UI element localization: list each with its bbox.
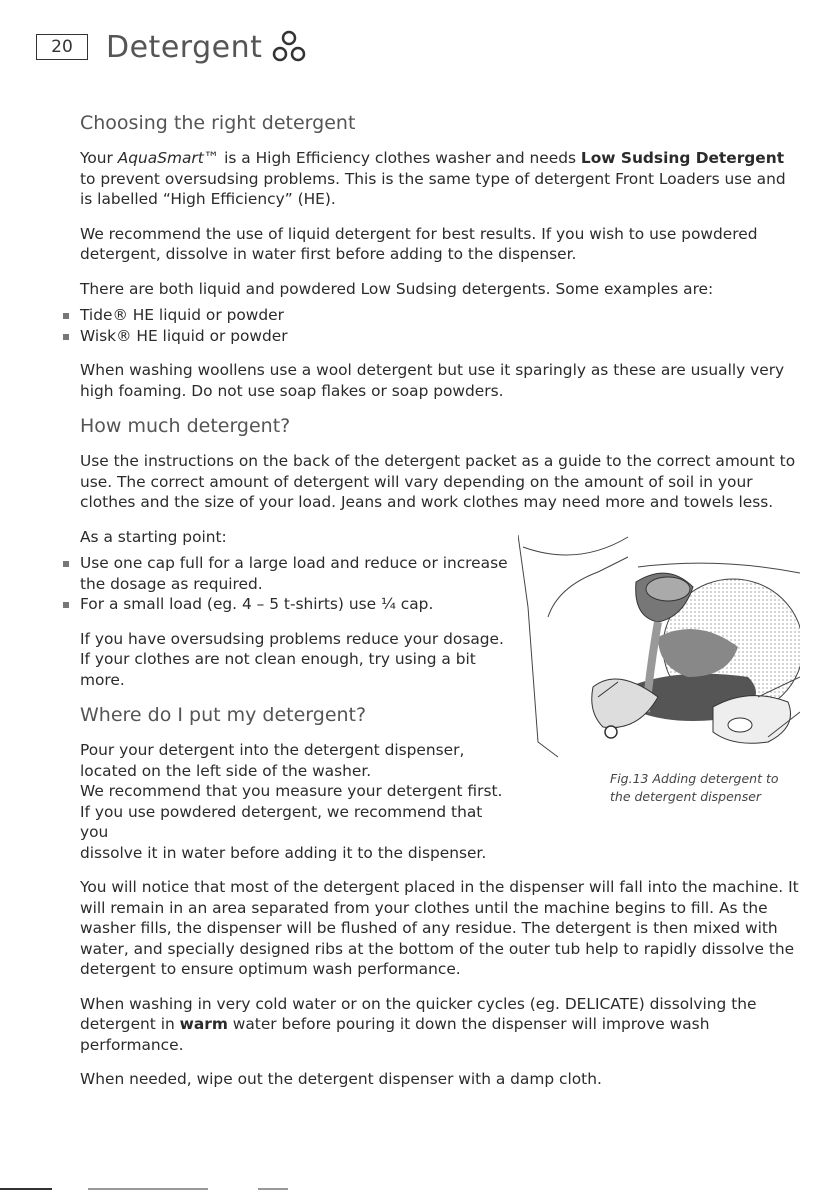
- list-item: Tide® HE liquid or powder: [80, 305, 800, 326]
- figure-section: [80, 527, 800, 864]
- heading-how-much: How much detergent?: [80, 415, 291, 437]
- page-number: 20: [36, 34, 88, 60]
- brand-name: AquaSmart™: [117, 149, 220, 167]
- footer-mark: [88, 1188, 208, 1190]
- paragraph-cold-water: When washing in very cold water or on the quicker cycles (eg. DELICATE) dissolving the detergent in warm water before pouring it down the dispenser will improve wash performance.: [80, 994, 757, 1054]
- low-sudsing-emphasis: Low Sudsing Detergent: [580, 149, 785, 167]
- paragraph-instructions: Use the instructions on the back of the detergent packet as a guide to the correct amount to use. The correct amount of detergent will vary depending on the amount of soil in your clothes and the size of your load. Jeans and work clothes may need more and towels less.: [80, 452, 796, 511]
- footer-mark: [258, 1188, 288, 1190]
- section-title: Detergent: [106, 29, 263, 65]
- paragraph-he-washer: Your AquaSmart™ is a High Efficiency clothes washer and needs Low Sudsing Detergent to prevent oversudsing problems. This is the same type of detergent Front Loaders use and is labelled “High Efficiency” (HE).: [80, 149, 786, 208]
- list-item: Wisk® HE liquid or powder: [80, 326, 800, 347]
- figure-caption: Fig.13 Adding detergent to the detergent dispenser: [610, 770, 779, 804]
- list-item: For a small load (eg. 4 – 5 t-shirts) use ¼ cap.: [80, 594, 510, 615]
- paragraph-wipe-dispenser: When needed, wipe out the detergent dispenser with a damp cloth.: [80, 1070, 602, 1088]
- paragraph-starting-point: As a starting point:: [80, 527, 227, 546]
- paragraph-examples-intro: There are both liquid and powdered Low Sudsing detergents. Some examples are:: [80, 279, 714, 298]
- figure-13: [518, 527, 800, 806]
- page-header: [36, 30, 306, 64]
- paragraph-dosage-adjust: If you have oversudsing problems reduce your dosage. If your clothes are not clean enough, try using a bit more.: [80, 629, 504, 689]
- paragraph-pour-dispenser: Pour your detergent into the detergent dispenser, located on the left side of the washer. We recommend that you measure your detergent first. If you use powdered detergent, we recommend that you dissolve it in water before adding it to the dispenser.: [80, 741, 503, 862]
- detergent-dispenser-illustration: [518, 527, 800, 762]
- dosage-tips-list: [80, 553, 510, 615]
- detergent-examples-list: [80, 305, 800, 346]
- heading-where-put: Where do I put my detergent?: [80, 704, 367, 726]
- list-item: Use one cap full for a large load and reduce or increase the dosage as required.: [80, 553, 510, 594]
- page-content: [80, 112, 800, 1104]
- paragraph-dispenser-flush: You will notice that most of the detergent placed in the dispenser will fall into the machine. It will remain in an area separated from your clothes until the machine begins to fill. As the washer fills, the dispenser will be flushed of any residue. The detergent is then mixed with water, and specially designed ribs at the bottom of the outer tub help to rapidly dissolve the detergent to ensure optimum wash performance.: [80, 878, 799, 978]
- paragraph-liquid-recommend: We recommend the use of liquid detergent for best results. If you wish to use powdered detergent, dissolve in water first before adding to the dispenser.: [80, 224, 758, 263]
- detergent-bubbles-icon: [272, 30, 306, 64]
- heading-choosing-detergent: Choosing the right detergent: [80, 112, 356, 134]
- paragraph-woollens: When washing woollens use a wool detergent but use it sparingly as these are usually very high foaming. Do not use soap flakes or soap powders.: [80, 361, 785, 400]
- footer-rule: [0, 1188, 52, 1190]
- warm-emphasis: warm: [179, 1015, 228, 1033]
